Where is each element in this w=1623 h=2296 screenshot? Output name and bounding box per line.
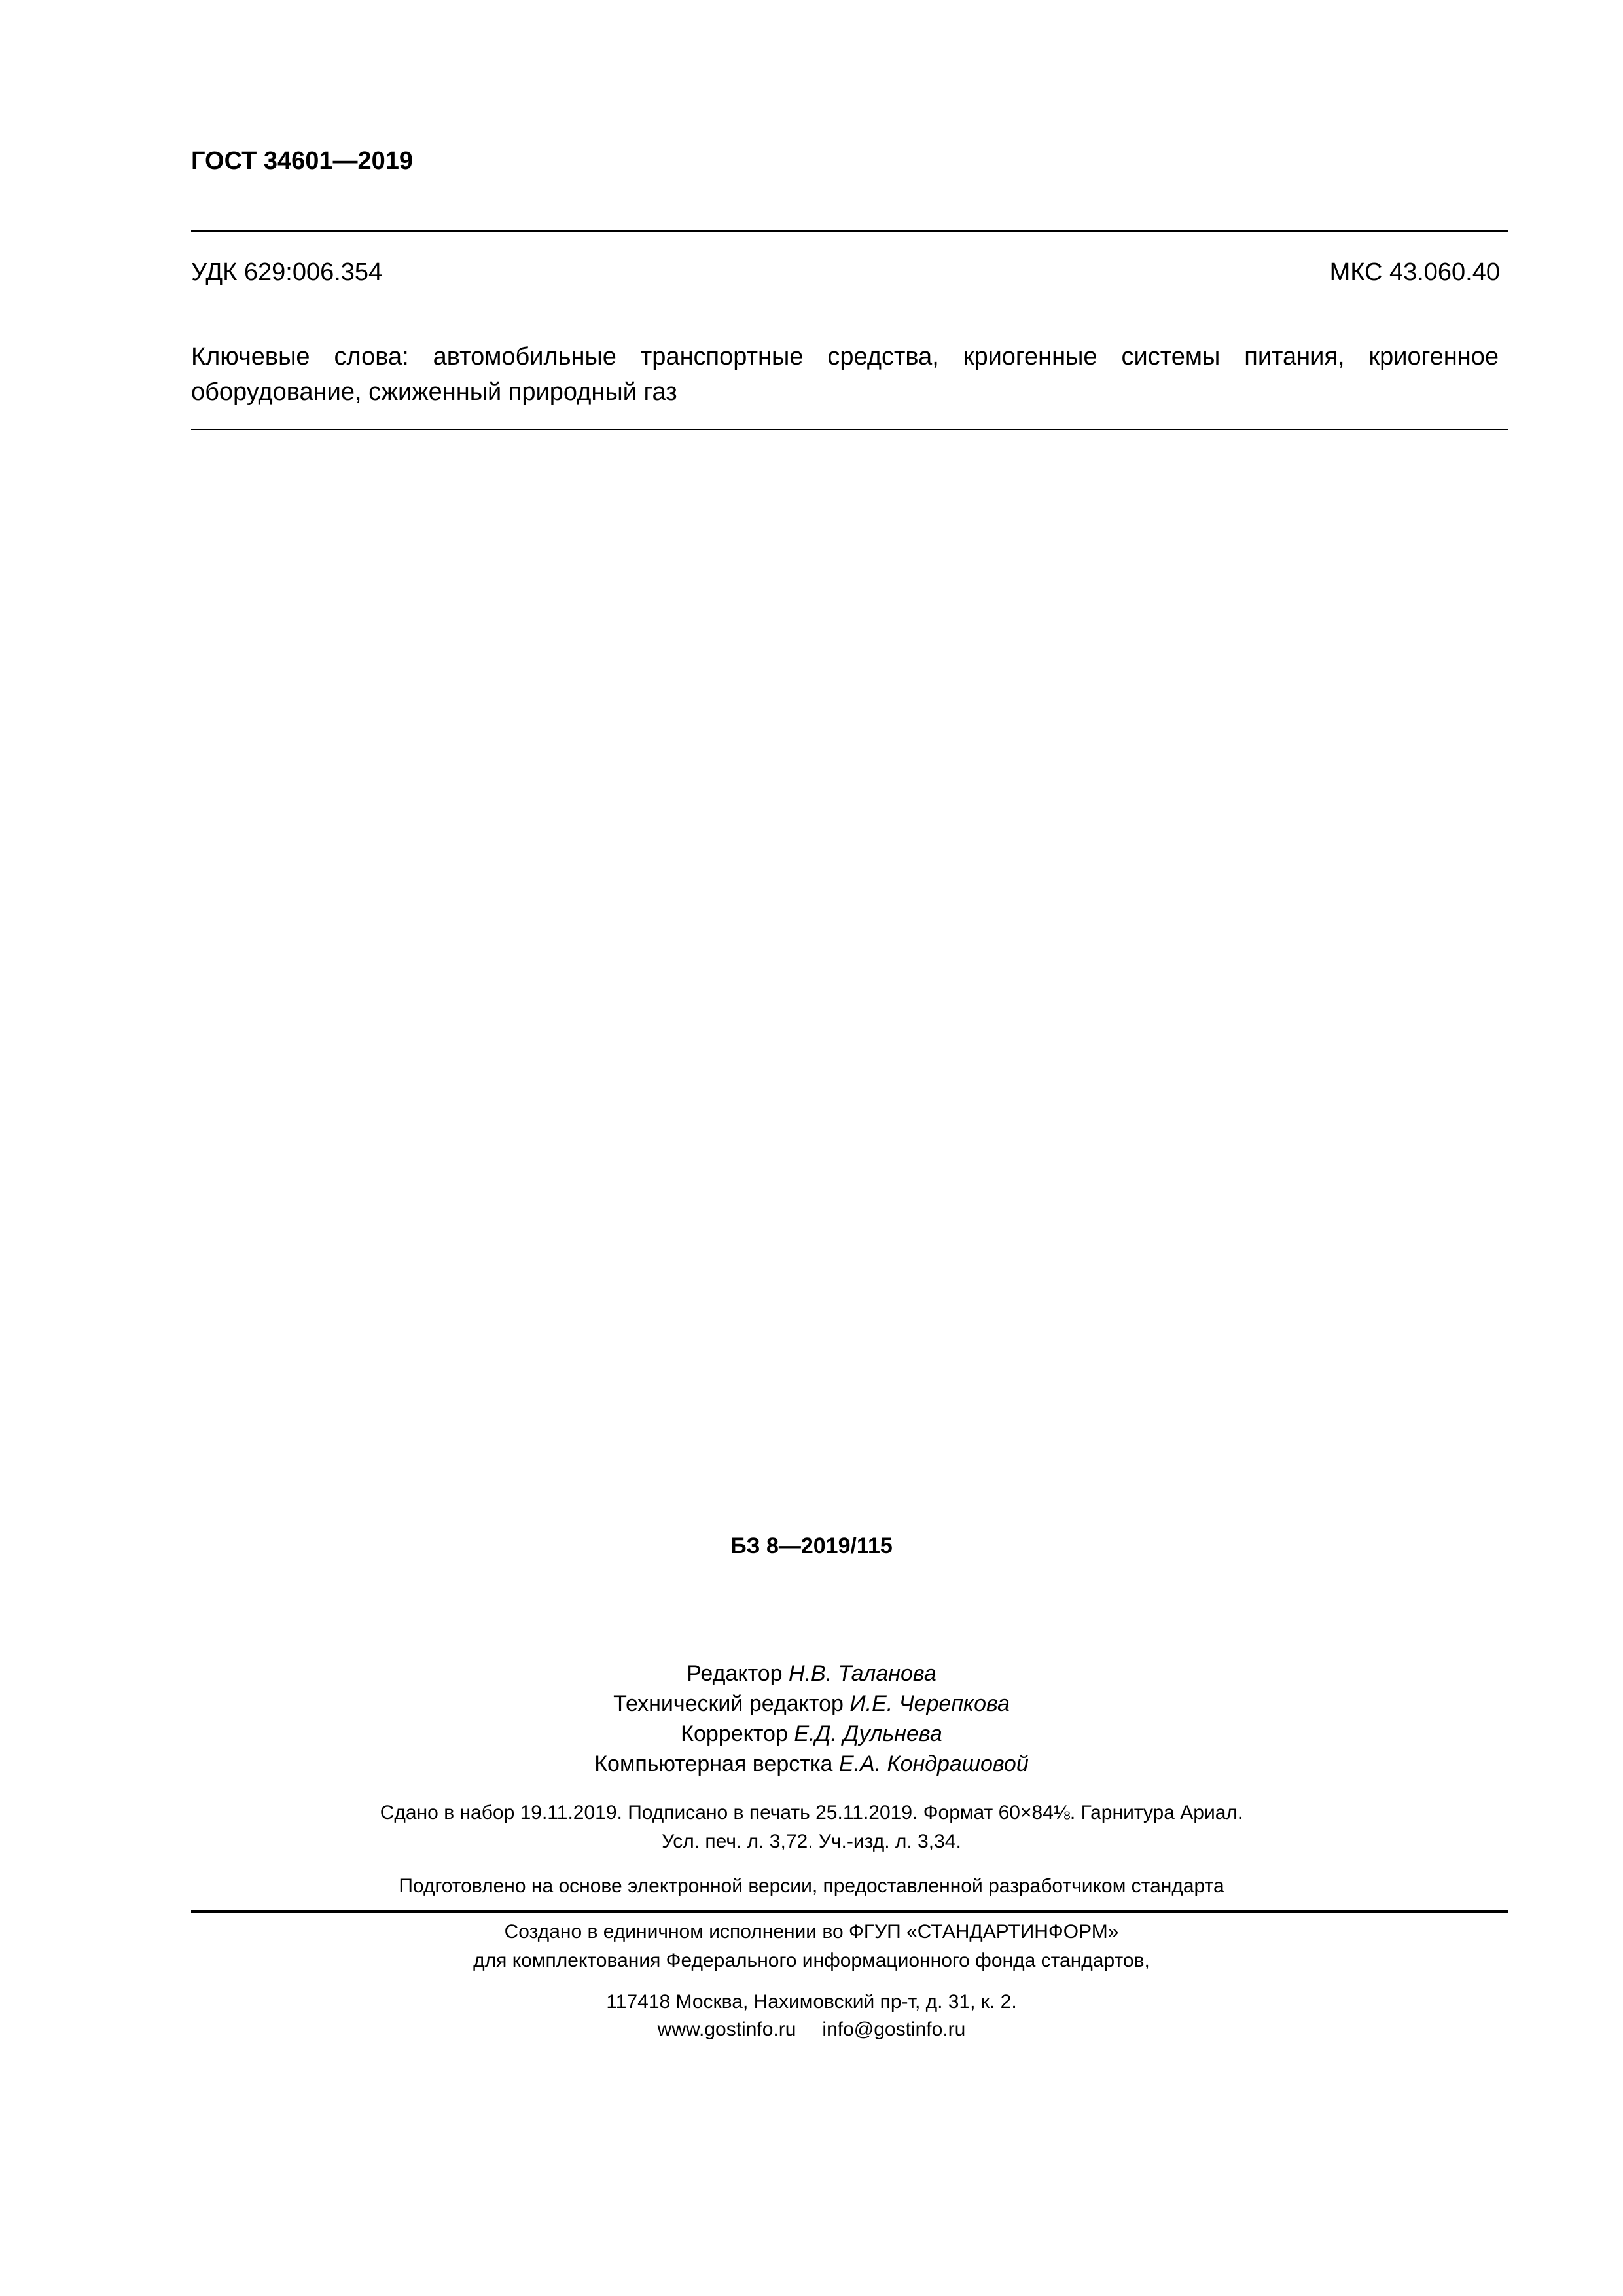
- credit-editor: [0, 1659, 1623, 1689]
- keywords-divider: [191, 429, 1508, 430]
- top-divider: [191, 230, 1508, 232]
- email-link[interactable]: info@gostinfo.ru: [822, 2018, 966, 2040]
- credit-technical-editor: [0, 1689, 1623, 1719]
- credit-person: Е.Д. Дульнева: [794, 1721, 942, 1746]
- credit-person: Н.В. Таланова: [789, 1661, 936, 1686]
- publisher-contacts: [0, 2016, 1623, 2043]
- created-note: [0, 1918, 1623, 1975]
- created-line: для комплектования Федерального информационного фонда стандартов,: [473, 1950, 1150, 1971]
- created-line: Создано в единичном исполнении во ФГУП «СТАНДАРТИНФОРМ»: [504, 1921, 1119, 1943]
- credit-proofreader: [0, 1719, 1623, 1749]
- credit-role: Редактор: [687, 1661, 783, 1686]
- credit-role: Корректор: [681, 1721, 788, 1746]
- credit-person: Е.А. Кондрашовой: [838, 1751, 1029, 1776]
- print-info-line: Усл. печ. л. 3,72. Уч.-изд. л. 3,34.: [662, 1831, 961, 1852]
- credit-layout: [0, 1749, 1623, 1779]
- print-info: [0, 1799, 1623, 1856]
- credit-person: И.Е. Черепкова: [849, 1691, 1010, 1716]
- keywords-paragraph: Ключевые слова: автомобильные транспортные средства, криогенные системы питания, криогенное оборудование, сжиженный природный газ: [191, 343, 1499, 406]
- mks-code: МКС 43.060.40: [1329, 259, 1500, 286]
- prepared-note: Подготовлено на основе электронной версии, предоставленной разработчиком стандарта: [399, 1875, 1224, 1897]
- print-info-line: Сдано в набор 19.11.2019. Подписано в печать 25.11.2019. Формат 60×84⅛. Гарнитура Ариал.: [380, 1802, 1243, 1823]
- publisher-address-block: [0, 1988, 1623, 2043]
- bottom-thick-divider: [191, 1910, 1508, 1913]
- bz-number: БЗ 8—2019/115: [730, 1534, 893, 1558]
- udk-code: УДК 629:006.354: [191, 259, 383, 286]
- website-link[interactable]: www.gostinfo.ru: [657, 2018, 796, 2040]
- standard-number: ГОСТ 34601—2019: [191, 147, 414, 175]
- credit-role: Компьютерная верстка: [594, 1751, 833, 1776]
- credits-block: [0, 1659, 1623, 1779]
- credit-role: Технический редактор: [613, 1691, 844, 1716]
- publisher-address: 117418 Москва, Нахимовский пр-т, д. 31, к. 2.: [606, 1991, 1017, 2013]
